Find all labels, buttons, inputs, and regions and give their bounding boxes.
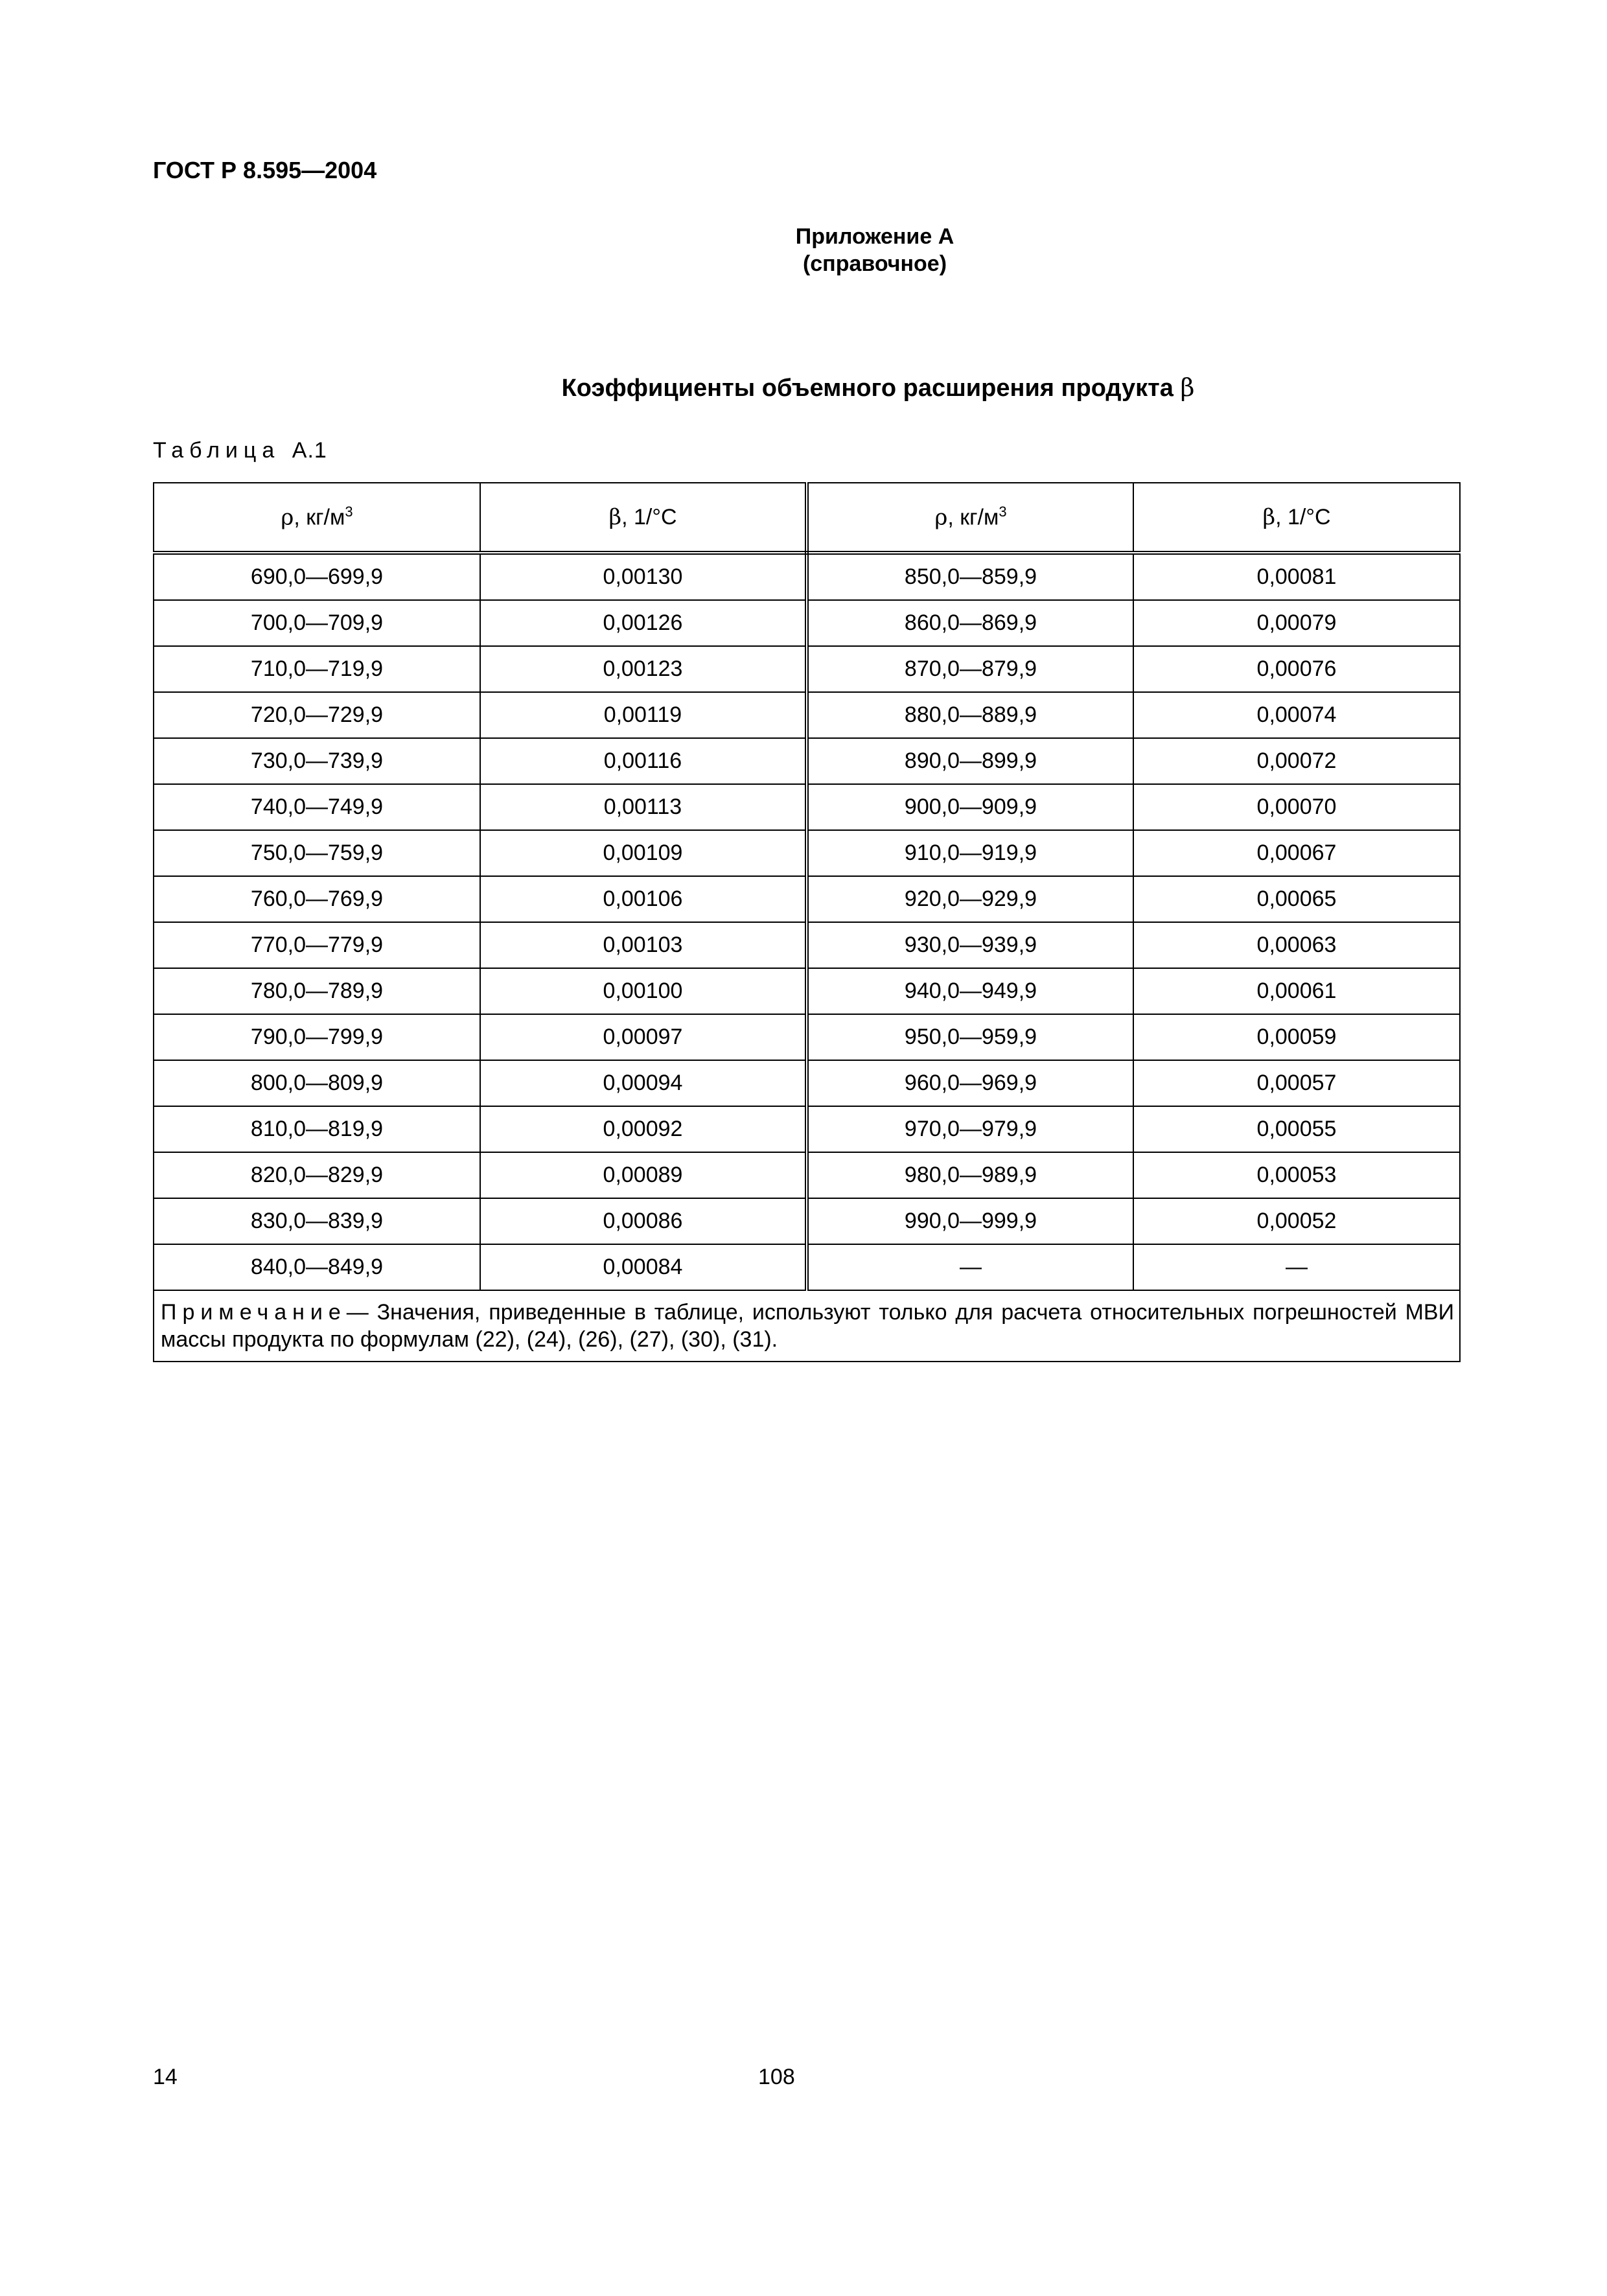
table-row	[154, 830, 1460, 876]
table-row	[154, 600, 1460, 646]
density-range-cell: 880,0—889,9	[807, 692, 1133, 738]
note-label: Примечание	[161, 1300, 347, 1325]
coefficient-cell: 0,00063	[1133, 922, 1460, 968]
table-row	[154, 784, 1460, 830]
density-range-cell: 850,0—859,9	[807, 553, 1133, 600]
coefficient-cell: 0,00055	[1133, 1106, 1460, 1152]
column-header-exponent: 3	[999, 504, 1007, 520]
title-symbol: β	[1180, 373, 1195, 402]
coefficient-cell: 0,00103	[480, 922, 807, 968]
title-text: Коэффициенты объемного расширения продукта	[561, 375, 1173, 402]
coefficient-cell: 0,00116	[480, 738, 807, 784]
density-range-cell: 690,0—699,9	[154, 553, 480, 600]
density-range-cell: 950,0—959,9	[807, 1014, 1133, 1060]
coefficient-cell: 0,00086	[480, 1198, 807, 1244]
density-range-cell: 740,0—749,9	[154, 784, 480, 830]
density-range-cell: 970,0—979,9	[807, 1106, 1133, 1152]
column-header-unit: , 1/°С	[1275, 505, 1331, 529]
coefficient-cell: 0,00092	[480, 1106, 807, 1152]
density-range-cell: 960,0—969,9	[807, 1060, 1133, 1106]
coefficient-cell: 0,00089	[480, 1152, 807, 1198]
density-range-cell: 750,0—759,9	[154, 830, 480, 876]
column-header-exponent: 3	[345, 504, 353, 520]
coefficient-cell: 0,00119	[480, 692, 807, 738]
table-row	[154, 968, 1460, 1014]
coefficient-cell: 0,00100	[480, 968, 807, 1014]
coefficient-cell: 0,00081	[1133, 553, 1460, 600]
density-range-cell: 980,0—989,9	[807, 1152, 1133, 1198]
appendix-type: (справочное)	[802, 251, 947, 276]
coefficient-cell: 0,00074	[1133, 692, 1460, 738]
density-range-cell: 760,0—769,9	[154, 876, 480, 922]
coefficient-cell: 0,00061	[1133, 968, 1460, 1014]
column-header-unit: , кг/м	[947, 505, 999, 530]
table-row	[154, 692, 1460, 738]
coefficient-cell: 0,00065	[1133, 876, 1460, 922]
coefficient-cell: 0,00113	[480, 784, 807, 830]
coefficient-cell: 0,00126	[480, 600, 807, 646]
density-range-cell: 820,0—829,9	[154, 1152, 480, 1198]
column-header-unit: , кг/м	[294, 505, 345, 530]
document-code: ГОСТ Р 8.595—2004	[153, 157, 377, 183]
coefficient-cell: 0,00059	[1133, 1014, 1460, 1060]
density-range-cell: 860,0—869,9	[807, 600, 1133, 646]
density-range-cell: 870,0—879,9	[807, 646, 1133, 692]
column-header-unit: , 1/°С	[621, 505, 677, 529]
column-header-symbol: β	[1262, 504, 1276, 530]
table-row	[154, 1244, 1460, 1290]
column-header	[1133, 483, 1460, 553]
table-note	[154, 1290, 1460, 1362]
column-header	[480, 483, 807, 553]
column-header-symbol: ρ	[281, 504, 294, 531]
density-range-cell: 920,0—929,9	[807, 876, 1133, 922]
table-row	[154, 1198, 1460, 1244]
density-range-cell: 700,0—709,9	[154, 600, 480, 646]
page-title	[0, 373, 1607, 402]
table-row	[154, 1014, 1460, 1060]
table-note-row	[154, 1290, 1460, 1362]
column-header	[154, 483, 480, 553]
coefficient-cell: 0,00084	[480, 1244, 807, 1290]
coefficient-cell: 0,00052	[1133, 1198, 1460, 1244]
coefficient-cell: 0,00072	[1133, 738, 1460, 784]
density-range-cell: 900,0—909,9	[807, 784, 1133, 830]
density-range-cell: 830,0—839,9	[154, 1198, 480, 1244]
table-caption-prefix: Таблица	[153, 438, 281, 463]
density-range-cell: 840,0—849,9	[154, 1244, 480, 1290]
coefficient-cell: 0,00070	[1133, 784, 1460, 830]
note-text: — Значения, приведенные в таблице, используют только для расчета относительных погрешностей МВИ массы продукта по формулам (22), (24), (26), (27), (30), (31).	[161, 1300, 1454, 1352]
coefficient-cell: 0,00067	[1133, 830, 1460, 876]
coefficient-cell: 0,00130	[480, 553, 807, 600]
coefficients-table	[153, 482, 1461, 1362]
table-row	[154, 1152, 1460, 1198]
table-header-row	[154, 483, 1460, 553]
density-range-cell: 800,0—809,9	[154, 1060, 480, 1106]
density-range-cell: 890,0—899,9	[807, 738, 1133, 784]
density-range-cell: 780,0—789,9	[154, 968, 480, 1014]
table-body	[154, 553, 1460, 1362]
density-range-cell: 720,0—729,9	[154, 692, 480, 738]
coefficient-cell: 0,00123	[480, 646, 807, 692]
table-row	[154, 738, 1460, 784]
coefficient-cell: —	[1133, 1244, 1460, 1290]
coefficient-cell: 0,00109	[480, 830, 807, 876]
appendix-title: Приложение А	[795, 224, 954, 249]
coefficient-cell: 0,00079	[1133, 600, 1460, 646]
coefficient-cell: 0,00106	[480, 876, 807, 922]
page-number-center: 108	[758, 2065, 795, 2089]
density-range-cell: 790,0—799,9	[154, 1014, 480, 1060]
coefficient-cell: 0,00057	[1133, 1060, 1460, 1106]
coefficient-cell: 0,00097	[480, 1014, 807, 1060]
table-row	[154, 553, 1460, 600]
density-range-cell: 710,0—719,9	[154, 646, 480, 692]
table-row	[154, 1060, 1460, 1106]
column-header	[807, 483, 1133, 553]
table-row	[154, 876, 1460, 922]
density-range-cell: 730,0—739,9	[154, 738, 480, 784]
table-caption	[153, 438, 327, 463]
table-row	[154, 1106, 1460, 1152]
column-header-symbol: ρ	[934, 504, 948, 531]
density-range-cell: —	[807, 1244, 1133, 1290]
density-range-cell: 940,0—949,9	[807, 968, 1133, 1014]
table-caption-number: А.1	[292, 438, 327, 463]
density-range-cell: 770,0—779,9	[154, 922, 480, 968]
page-number-left: 14	[153, 2065, 178, 2089]
density-range-cell: 910,0—919,9	[807, 830, 1133, 876]
appendix-heading	[0, 223, 1607, 277]
column-header-symbol: β	[608, 504, 622, 530]
coefficient-cell: 0,00076	[1133, 646, 1460, 692]
density-range-cell: 810,0—819,9	[154, 1106, 480, 1152]
coefficient-cell: 0,00053	[1133, 1152, 1460, 1198]
density-range-cell: 930,0—939,9	[807, 922, 1133, 968]
density-range-cell: 990,0—999,9	[807, 1198, 1133, 1244]
table-row	[154, 922, 1460, 968]
coefficient-cell: 0,00094	[480, 1060, 807, 1106]
table-row	[154, 646, 1460, 692]
